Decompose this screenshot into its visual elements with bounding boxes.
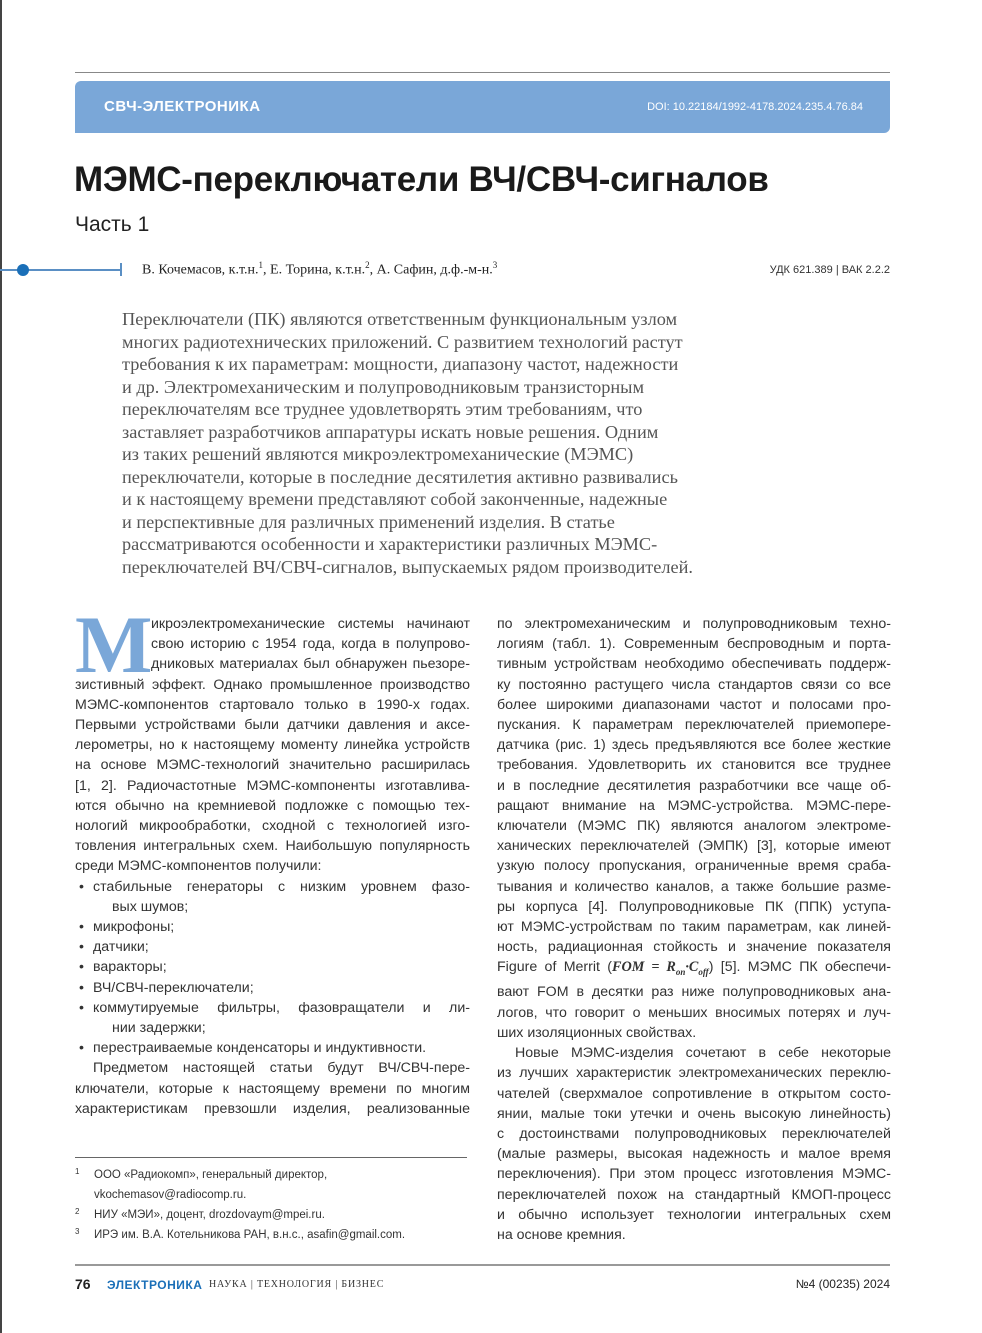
list-item: • ВЧ/СВЧ-переключатели; (75, 978, 470, 998)
list-item: • коммутируемые фильтры, фазовращатели и ли- (75, 998, 470, 1018)
paragraph-line: переключения). При этом процесс изготовления МЭМС- (497, 1166, 891, 1183)
abstract-line: Переключатели (ПК) являются ответственным функциональным узлом (122, 309, 678, 329)
bullet-icon: • (79, 878, 84, 895)
paragraph-line: и обычно использует технологии интегральных схем (497, 1206, 891, 1223)
author-decor-tick (120, 263, 122, 276)
footnote (75, 1165, 475, 1205)
paragraph-line: свою историю с 1954 года, когда в полупрово- (151, 636, 470, 653)
paragraph-line: вают FOM в десятки раз ниже полупроводниковых ана- (497, 984, 891, 1001)
page-footer (75, 1276, 890, 1296)
page-left-border (0, 0, 2, 1333)
abstract (122, 308, 832, 578)
article-subtitle: Часть 1 (75, 213, 150, 236)
abstract-line: и к настоящему времени представляют собой законченные, надежные (122, 489, 668, 509)
abstract-line: переключателей ВЧ/СВЧ-сигналов, выпускаемых рядом производителей. (122, 556, 693, 577)
paragraph-line: и в последние десятилетия разработчики все чаще об- (497, 777, 891, 794)
paragraph-line: на основе кремния. (497, 1226, 626, 1243)
bullet-icon: • (79, 939, 84, 956)
bullet-icon: • (79, 959, 84, 976)
paragraph-line: дниковых материалах был обнаружен пьезоре- (151, 656, 470, 673)
issue-number: №4 (00235) 2024 (795, 1277, 890, 1291)
paragraph-line: на основе МЭМС-технологий значительно расширилась (75, 757, 470, 774)
list-item: • варакторы; (75, 957, 470, 977)
paragraph-line: среди МЭМС-компонентов получили: (75, 858, 322, 875)
author-affiliation-ref[interactable]: 2 (365, 260, 370, 270)
paragraph-line: [1, 2]. Радиочастотные МЭМС-компоненты изготавлива- (75, 777, 470, 794)
paragraph-line: ращают внимание на МЭМС-устройства. МЭМС-пере- (497, 797, 891, 814)
paragraph-line: логиям (табл. 1). Современным беспроводным и порта- (497, 636, 891, 653)
bullet-icon: • (79, 999, 84, 1016)
paragraph-line: тывания и количество каналов, а также большие разме- (497, 878, 891, 895)
top-rule (75, 72, 890, 73)
body-column-left (75, 614, 470, 1119)
footnote-line: НИУ «МЭИ», доцент, drozdovaym@mpei.ru. (94, 1209, 325, 1221)
paragraph-line: ют МЭМС-устройствам по таким параметрам, как линей- (497, 919, 891, 936)
section-banner (75, 81, 890, 133)
bullet-icon: • (79, 1040, 84, 1057)
paragraph-line: тивным устройствам необходимо обеспечивать поддерж- (497, 656, 891, 673)
paragraph-line: нологий микрообработки, сходной с технологией изго- (75, 818, 470, 835)
abstract-line: многих радиотехнических приложений. С развитием технологий растут (122, 331, 683, 352)
paragraph-line: янии, малые токи утечки и очень высокую линейность) (497, 1105, 891, 1122)
paragraph-line: по электромеханическим и полупроводниковым техно- (497, 616, 891, 632)
abstract-line: рассматриваются особенности и характеристики различных МЭМС- (122, 534, 658, 554)
fom-formula-line: Figure of Merrit $(FOM = R_{on}\cdot C_{off})$ [5]. МЭМС ПК обеспечи- (497, 959, 892, 978)
footer-rule (75, 1264, 890, 1266)
list-item: • микрофоны; (75, 917, 470, 937)
section-label: СВЧ-ЭЛЕКТРОНИКА (104, 98, 261, 115)
footnote-rule (75, 1157, 467, 1158)
paragraph-line: переключателей похож на стандартный КМОП-процесс (497, 1186, 891, 1203)
paragraph-line: датчика (рис. 1) здесь предъявляются все более жесткие (497, 737, 891, 754)
paragraph-line: более широкими диапазонами частот и полосами про- (497, 696, 891, 713)
author: А. Сафин, д.ф.-м-н. (376, 262, 493, 278)
paragraph-line: ры корпуса [4]. Полупроводниковые ПК (ППК) уступа- (497, 898, 891, 915)
list-item-line: нии задержки; (112, 1020, 206, 1037)
author-decor-dot-icon (17, 264, 29, 276)
journal-name: ЭЛЕКТРОНИКА (107, 1278, 203, 1292)
bullet-icon: • (79, 979, 84, 996)
udk-code: УДК 621.389 | ВАК 2.2.2 (769, 264, 890, 276)
paragraph-line: требования. Удовлетворить их становится все труднее (497, 757, 891, 774)
paragraph-line: ность, радиационная стойкость и значение показателя (497, 939, 891, 956)
footnote-line: ООО «Радиокомп», генеральный директор, (94, 1169, 328, 1181)
paragraph-line: ханических переключателей (ЭМПК) [3], которые имеют (497, 838, 891, 855)
paragraph-line: из лучших характеристик электромеханических переклю- (497, 1065, 891, 1082)
paragraph-line: Первыми устройствами были датчики давления и аксе- (75, 717, 470, 734)
list-item: • перестраиваемые конденсаторы и индуктивности. (75, 1038, 470, 1058)
abstract-line: заставляет разработчиков аппаратуры искать новые решения. Одним (122, 421, 659, 442)
bullet-icon: • (79, 919, 84, 936)
abstract-line: и др. Электромеханическим и полупроводниковым транзисторным (122, 376, 645, 397)
author-affiliation-ref[interactable]: 3 (492, 260, 498, 270)
paragraph-line: зистивный эффект. Однако промышленное производство (75, 676, 470, 693)
paragraph-line: Предметом настоящей статьи будут ВЧ/СВЧ-пере- (93, 1060, 470, 1077)
dropcap-letter: М (75, 599, 153, 690)
author: Е. Торина, к.т.н. (270, 262, 366, 278)
paragraph-line: ключатели (МЭМС ПК) являются аналогом электроме- (497, 818, 891, 835)
paragraph-line: ключатели, которые к настоящему времени по многим (75, 1080, 470, 1097)
abstract-line: переключателям все труднее удовлетворять этим требованиям, что (122, 399, 643, 419)
paragraph-line: пускания. К параметрам переключателей приемопере- (497, 717, 891, 734)
paragraph-line: логов, что говорит о меньших вносимых потерях и луч- (497, 1004, 891, 1021)
paragraph-line: характеристикам превзошли изделия, реализованные (75, 1100, 470, 1117)
paragraph-line: товления интегральных схем. Наибольшую популярность (75, 838, 470, 855)
paragraph-line: (малые размеры, высокая надежность и малое время (497, 1146, 891, 1163)
doi-link[interactable]: DOI: 10.22184/1992-4178.2024.235.4.76.84 (647, 101, 863, 113)
fom-formula: FOM = $R_{on}\cdot C_{off}$ (612, 959, 709, 978)
paragraph-line: ших изоляционных свойствах. (497, 1024, 697, 1041)
footnote (75, 1225, 475, 1245)
abstract-line: из таких решений являются микроэлектромеханические (МЭМС) (122, 444, 634, 464)
footnote-number: 1 (75, 1167, 80, 1176)
paragraph-line: икроэлектромеханические системы начинают (151, 616, 470, 632)
abstract-line: требования к их параметрам: мощности, диапазону частот, надежности (122, 354, 679, 374)
paragraph-line: узкую полосу пропускания, ограниченные время сраба- (497, 858, 891, 875)
list-item: • датчики; (75, 937, 470, 957)
author-affiliation-ref[interactable]: 1 (258, 260, 264, 270)
footnote-number: 2 (75, 1207, 80, 1216)
journal-tagline: НАУКА | ТЕХНОЛОГИЯ | БИЗНЕС (209, 1279, 385, 1290)
footnote (75, 1205, 475, 1225)
footnotes (75, 1165, 475, 1245)
authors-line: В. Кочемасов, к.т.н.$^1$, Е. Торина, к.т.н.$^2$, А. Сафин, д.ф.-м-н.$^3$ (142, 260, 498, 278)
footnote-line: vkochemasov@radiocomp.ru. (94, 1189, 247, 1201)
paragraph-line: лерометры, но к настоящему моменту линейка устройств (75, 737, 470, 754)
paragraph-line: МЭМС-компонентов стартовало только в 1990-х годах. (75, 696, 470, 713)
footnote-number: 3 (75, 1227, 80, 1236)
list-item-line: вых шумов; (112, 898, 189, 915)
body-column-right (497, 614, 891, 1245)
page-number: 76 (75, 1276, 91, 1292)
list-item: • стабильные генераторы с низким уровнем фазо- (75, 877, 470, 897)
abstract-line: и перспективные для различных применений изделия. В статье (122, 511, 615, 532)
author: В. Кочемасов, к.т.н. (142, 262, 259, 278)
paragraph-line: ку постоянно растущего числа стандартов связи со все (497, 676, 891, 693)
paragraph-line: чателей (сверхмалое сопротивление в открытом состо- (497, 1085, 891, 1102)
paragraph-line: Новые МЭМС-изделия сочетают в себе некоторые (515, 1045, 891, 1062)
paragraph-line: с достоинствами полупроводниковых переключателей (497, 1125, 891, 1142)
abstract-line: переключатели, которые в последние десятилетия активно развивались (122, 466, 678, 487)
article-title: МЭМС-переключатели ВЧ/СВЧ-сигналов (74, 160, 769, 199)
paragraph-line: ются обычно на кремниевой подложке с помощью тех- (75, 797, 470, 814)
footnote-line: ИРЭ им. В.А. Котельникова РАН, в.н.с., asafin@gmail.com. (94, 1229, 406, 1241)
